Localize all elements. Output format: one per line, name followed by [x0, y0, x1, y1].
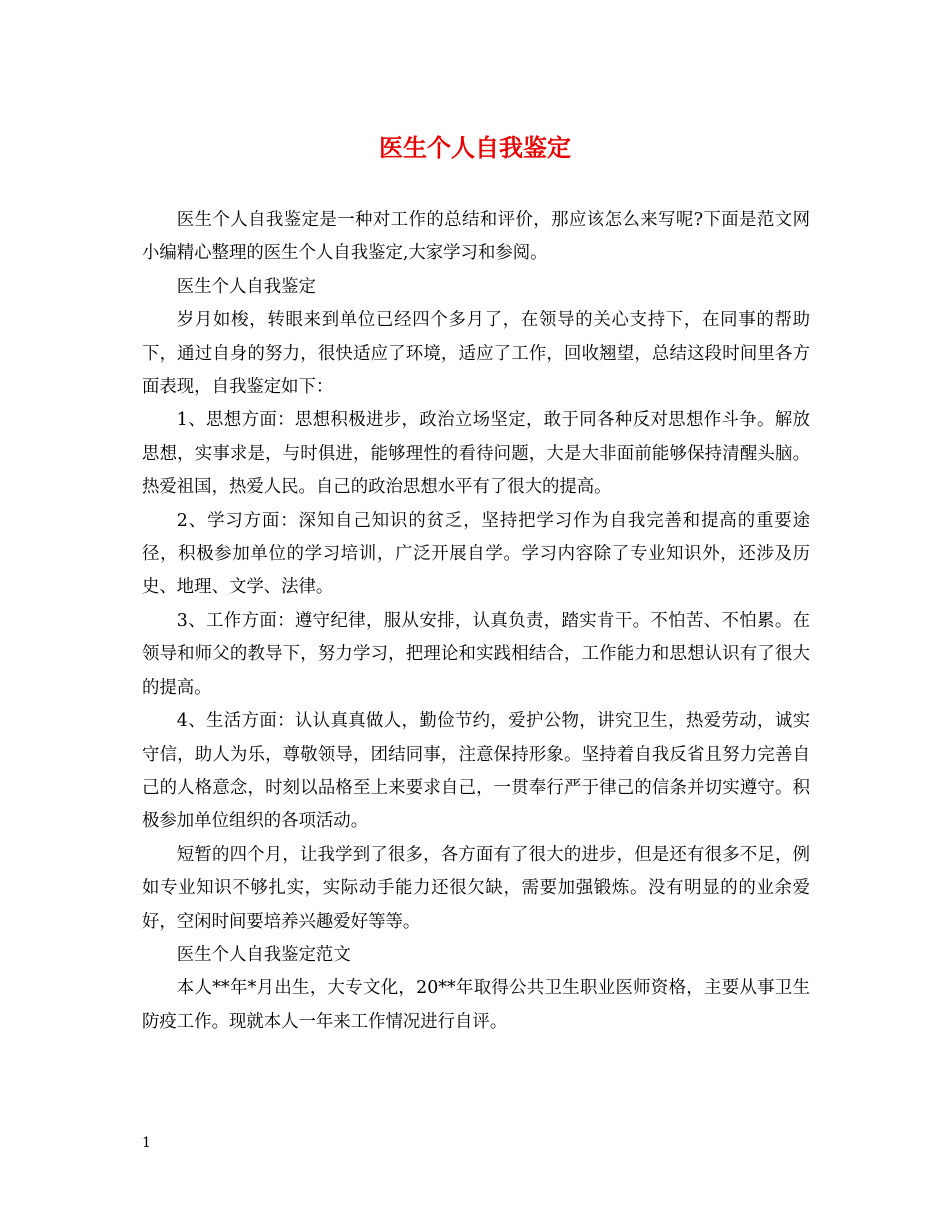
document-body [142, 204, 810, 1039]
paragraph: 短暂的四个月，让我学到了很多，各方面有了很大的进步，但是还有很多不足，例如专业知识不够扎实，实际动手能力还很欠缺，需要加强锻炼。没有明显的的业余爱好，空闲时间要培养兴趣爱好等等。 [142, 844, 810, 932]
page-number: 1 [142, 1135, 151, 1151]
section-heading: 医生个人自我鉴定范文 [176, 944, 351, 965]
section-heading: 医生个人自我鉴定 [176, 276, 316, 297]
paragraph: 4、生活方面：认认真真做人，勤俭节约，爱护公物，讲究卫生，热爱劳动，诚实守信，助人为乐，尊敬领导，团结同事，注意保持形象。坚持着自我反省且努力完善自己的人格意念，时刻以品格至上来要求自己，一贯奉行严于律己的信条并切实遵守。积极参加单位组织的各项活动。 [142, 711, 810, 832]
paragraph: 岁月如梭，转眼来到单位已经四个多月了，在领导的关心支持下，在同事的帮助下，通过自身的努力，很快适应了环境，适应了工作，回收翘望，总结这段时间里各方面表现，自我鉴定如下： [142, 310, 810, 398]
paragraph: 2、学习方面：深知自己知识的贫乏，坚持把学习作为自我完善和提高的重要途径，积极参加单位的学习培训，广泛开展自学。学习内容除了专业知识外，还涉及历史、地理、文学、法律。 [142, 510, 810, 598]
paragraph: 3、工作方面：遵守纪律，服从安排，认真负责，踏实肯干。不怕苦、不怕累。在领导和师父的教导下，努力学习，把理论和实践相结合，工作能力和思想认识有了很大的提高。 [142, 610, 810, 698]
paragraph-intro: 医生个人自我鉴定是一种对工作的总结和评价，那应该怎么来写呢?下面是范文网小编精心整理的医生个人自我鉴定,大家学习和参阅。 [142, 210, 810, 264]
paragraph: 1、思想方面：思想积极进步，政治立场坚定，敢于同各种反对思想作斗争。解放思想，实事求是，与时俱进，能够理性的看待问题，大是大非面前能够保持清醒头脑。热爱祖国，热爱人民。自己的政治思想水平有了很大的提高。 [142, 410, 810, 498]
paragraph: 本人**年*月出生，大专文化，20**年取得公共卫生职业医师资格，主要从事卫生防疫工作。现就本人一年来工作情况进行自评。 [142, 978, 810, 1032]
document-title: 医生个人自我鉴定 [379, 133, 571, 162]
